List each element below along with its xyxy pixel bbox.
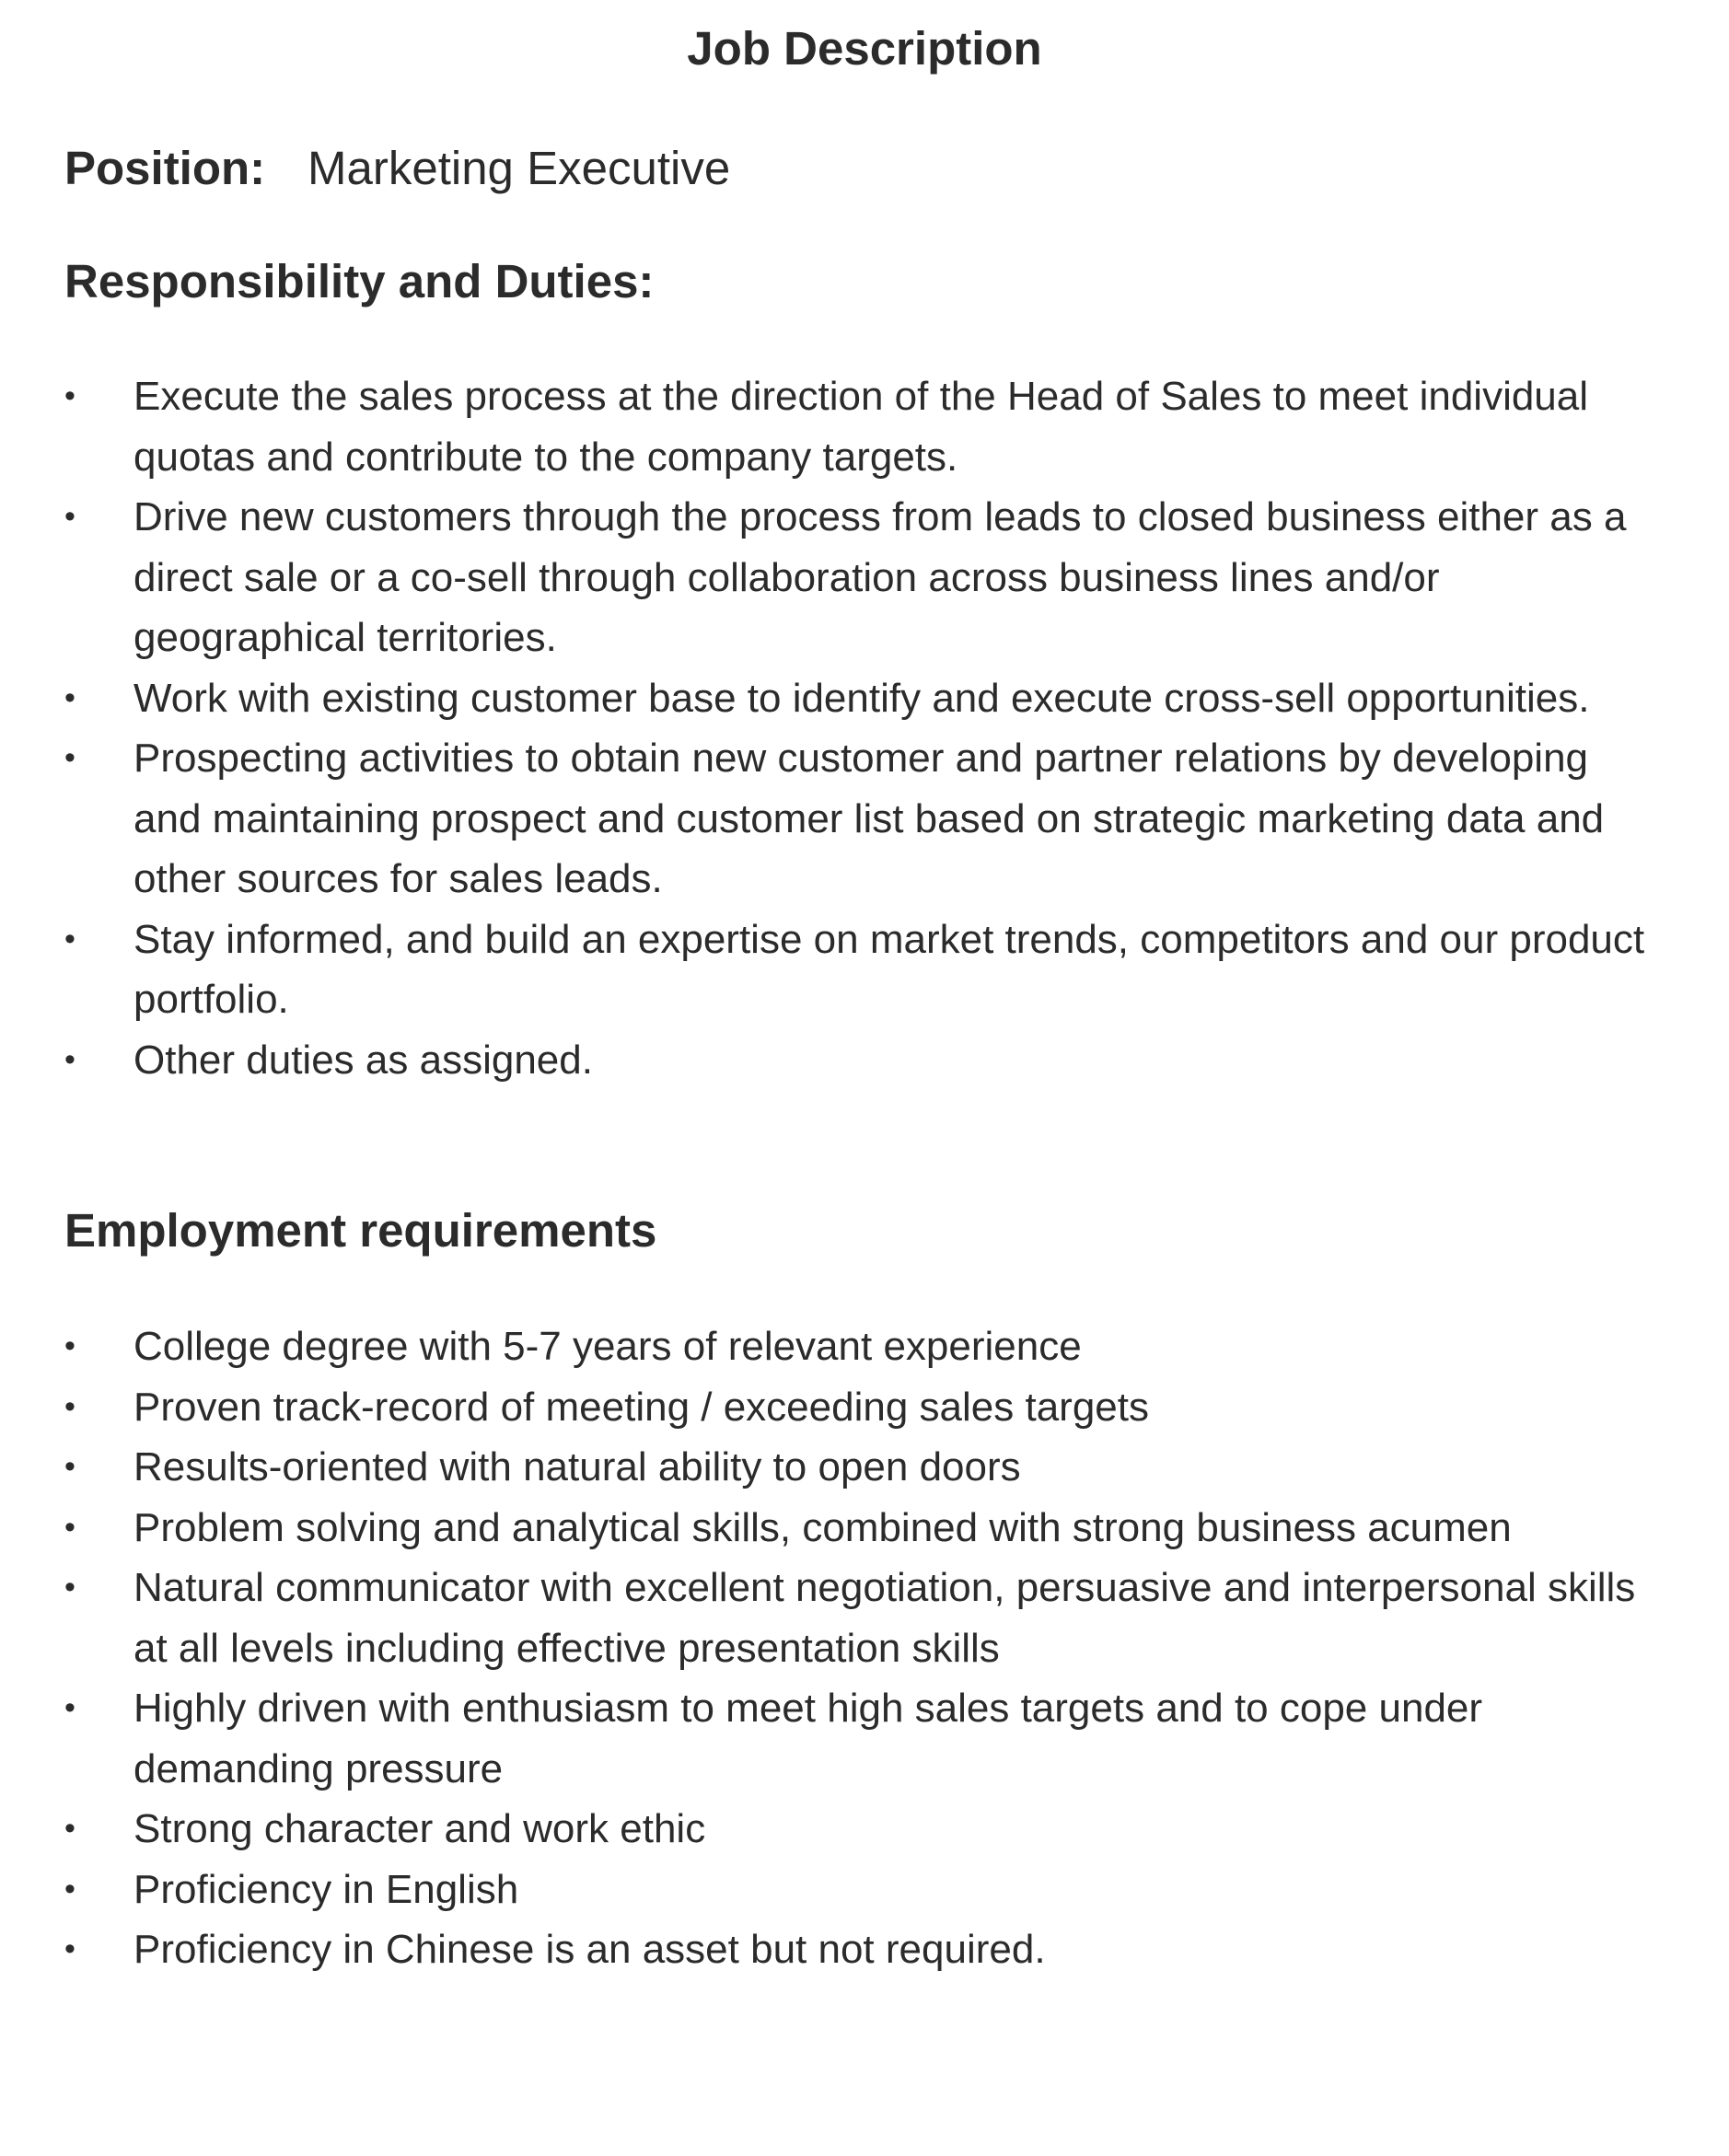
bullet-icon: • [64,1690,75,1725]
list-item-text: Execute the sales process at the direction of the Head of Sales to meet individual quotas and contribute to the company targets. [133,374,1589,480]
position-line [64,138,730,199]
bullet-icon: • [64,499,75,534]
page-title: Job Description [687,22,1042,75]
bullet-icon: • [64,378,75,413]
requirements-heading: Employment requirements [64,1204,657,1257]
responsibilities-list [64,366,1666,1090]
bullet-icon: • [64,740,75,775]
bullet-icon: • [64,1509,75,1545]
list-item-text: Drive new customers through the process from leads to closed business either as a direct sale or a co-sell through collaboration across business lines and/or geographical territories. [133,494,1627,660]
list-item-text: Strong character and work ethic [133,1806,706,1851]
list-item [64,1498,1666,1559]
position-value: Marketing Executive [308,142,731,194]
list-item-text: Prospecting activities to obtain new customer and partner relations by developing and maintaining prospect and customer list based on strategic marketing data and other sources for sales leads. [133,736,1605,901]
requirements-list [64,1316,1666,1980]
list-item [64,910,1666,1030]
list-item [64,668,1666,729]
list-item-text: Other duties as assigned. [133,1037,593,1083]
bullet-icon: • [64,1041,75,1077]
list-item-text: Stay informed, and build an expertise on market trends, competitors and our product portfolio. [133,916,1645,1022]
list-item-text: Results-oriented with natural ability to open doors [133,1444,1021,1489]
list-item [64,1377,1666,1438]
bullet-icon: • [64,679,75,715]
bullet-icon: • [64,1449,75,1484]
bullet-icon: • [64,1931,75,1966]
bullet-icon: • [64,1328,75,1363]
list-item [64,1030,1666,1091]
list-item-text: College degree with 5-7 years of relevant experience [133,1324,1082,1369]
list-item-text: Problem solving and analytical skills, combined with strong business acumen [133,1504,1512,1550]
list-item [64,1799,1666,1860]
list-item-text: Highly driven with enthusiasm to meet high sales targets and to cope under demanding pressure [133,1686,1483,1791]
list-item [64,1437,1666,1498]
bullet-icon: • [64,1388,75,1424]
list-item [64,487,1666,668]
list-item [64,366,1666,487]
responsibilities-heading: Responsibility and Duties: [64,255,655,307]
list-item [64,728,1666,910]
bullet-icon: • [64,921,75,956]
list-item-text: Proficiency in English [133,1866,519,1912]
bullet-icon: • [64,1811,75,1846]
list-item-text: Proficiency in Chinese is an asset but not required. [133,1927,1046,1972]
list-item-text: Natural communicator with excellent negotiation, persuasive and interpersonal skills at all levels including effective presentation skills [133,1565,1636,1671]
list-item [64,1558,1666,1678]
bullet-icon: • [64,1570,75,1605]
list-item-text: Work with existing customer base to identify and execute cross-sell opportunities. [133,675,1590,721]
bullet-icon: • [64,1871,75,1907]
list-item [64,1860,1666,1920]
list-item [64,1919,1666,1980]
list-item [64,1678,1666,1799]
position-label: Position: [64,142,266,194]
list-item-text: Proven track-record of meeting / exceeding sales targets [133,1384,1149,1430]
list-item [64,1316,1666,1377]
